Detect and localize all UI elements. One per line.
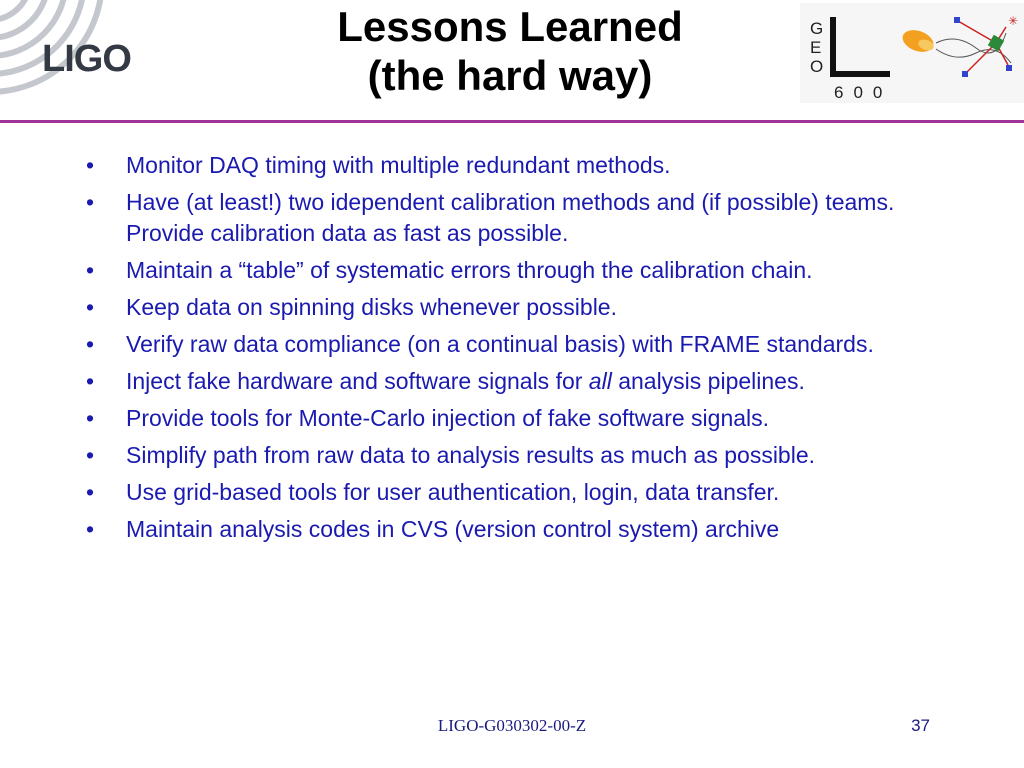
bullet-text: Maintain analysis codes in CVS (version control system) archive	[126, 516, 780, 542]
geo-letter-g: G	[810, 19, 824, 38]
bullet-item	[86, 477, 966, 508]
page-number: 37	[911, 716, 930, 735]
bullet-dot-icon: •	[86, 331, 95, 357]
bullet-text-after: analysis pipelines.	[611, 368, 805, 394]
bullet-item	[86, 440, 966, 471]
interferometer-graphic	[896, 3, 1024, 103]
bullet-list	[86, 150, 966, 551]
bullet-dot-icon: •	[86, 442, 95, 468]
bullet-dot-icon: •	[86, 368, 95, 394]
bullet-dot-icon: •	[86, 405, 95, 431]
bullet-text: Monitor DAQ timing with multiple redundant methods.	[126, 152, 671, 178]
svg-text:✳: ✳	[1008, 14, 1019, 28]
geo-number: 600	[834, 83, 893, 102]
bullet-text-emphasis: all	[588, 368, 612, 394]
bullet-item	[86, 403, 966, 434]
bullet-dot-icon: •	[86, 189, 95, 215]
ligo-logo	[0, 0, 170, 110]
bullet-text	[126, 368, 805, 394]
title-line-2: (the hard way)	[367, 52, 653, 99]
geo-letter-o: O	[810, 57, 824, 76]
bullet-text: Keep data on spinning disks whenever possible.	[126, 294, 617, 320]
bullet-item	[86, 329, 966, 360]
bullet-item	[86, 514, 966, 545]
geo600-logo	[800, 3, 1024, 103]
bullet-text: Simplify path from raw data to analysis results as much as possible.	[126, 442, 816, 468]
bullet-text: Provide tools for Monte-Carlo injection of fake software signals.	[126, 405, 770, 431]
title-line-1: Lessons Learned	[337, 3, 683, 50]
footer-document-id: LIGO-G030302-00-Z	[437, 716, 587, 735]
bullet-dot-icon: •	[86, 257, 95, 283]
bullet-text: Verify raw data compliance (on a continual basis) with FRAME standards.	[126, 331, 874, 357]
bullet-item	[86, 366, 966, 397]
bullet-dot-icon: •	[86, 294, 95, 320]
bullet-dot-icon: •	[86, 479, 95, 505]
bullet-text-before: Inject fake hardware and software signals for	[126, 368, 589, 394]
bullet-item	[86, 187, 966, 249]
slide-title	[200, 2, 820, 100]
geo-big-l-foot	[830, 71, 890, 77]
bullet-text: Use grid-based tools for user authentication, login, data transfer.	[126, 479, 780, 505]
bullet-text: Maintain a “table” of systematic errors through the calibration chain.	[126, 257, 813, 283]
title-divider-rule	[0, 120, 1024, 123]
bullet-item	[86, 150, 966, 181]
bullet-dot-icon: •	[86, 516, 95, 542]
geo-letter-e: E	[810, 38, 822, 57]
ligo-logo-text: LIGO	[42, 38, 131, 80]
bullet-text: Have (at least!) two idependent calibration methods and (if possible) teams. Provide calibration data as fast as possible.	[126, 189, 895, 246]
geo-letters	[810, 19, 823, 76]
bullet-item	[86, 255, 966, 286]
geo-big-l-stem	[830, 17, 836, 77]
bullet-item	[86, 292, 966, 323]
bullet-dot-icon: •	[86, 152, 95, 178]
